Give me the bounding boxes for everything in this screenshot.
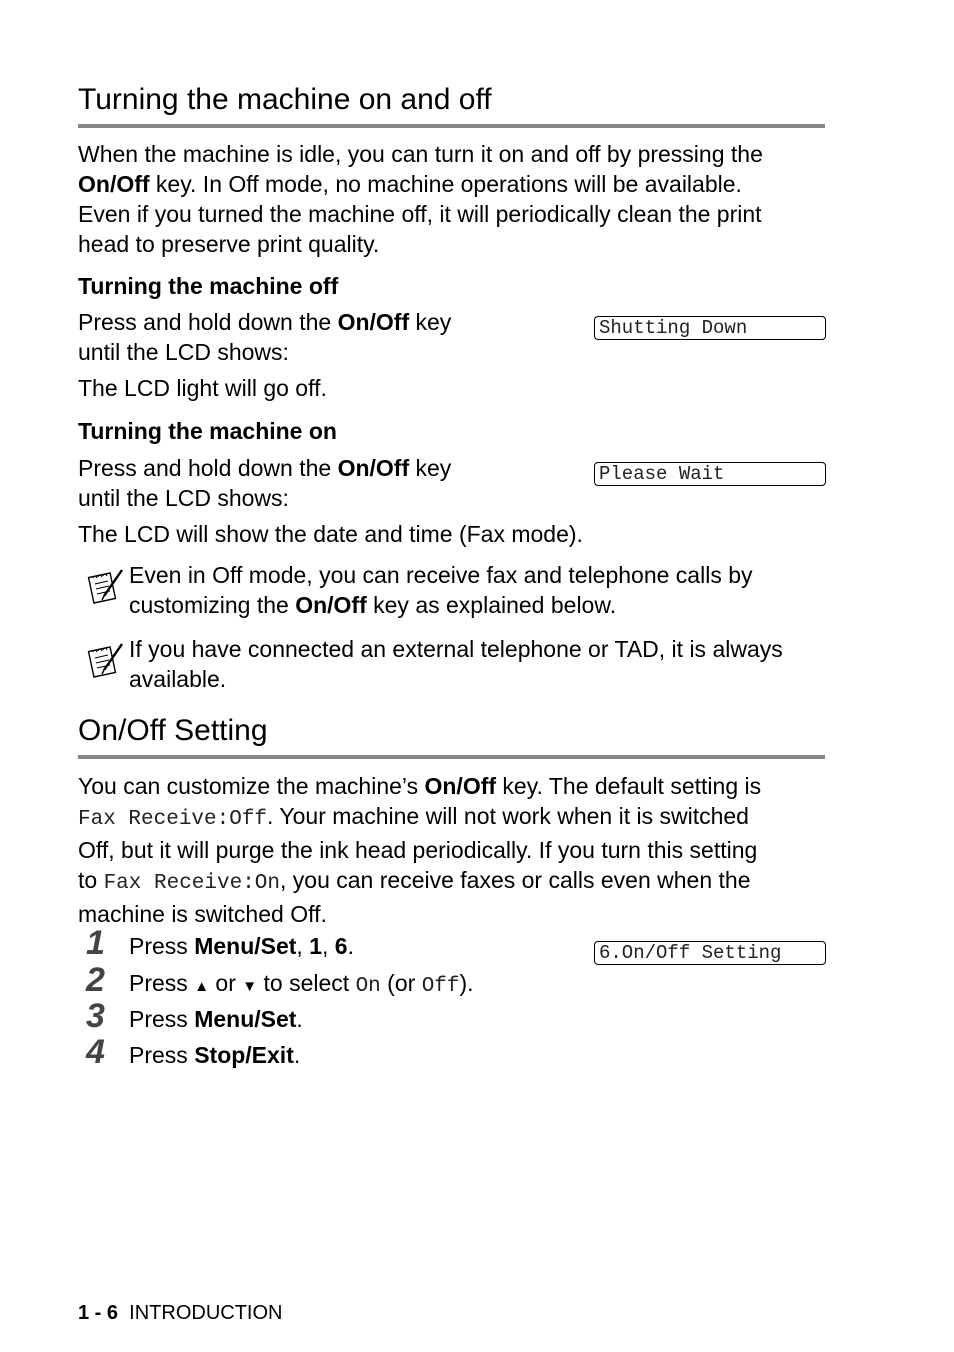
on-off-key-label: On/Off bbox=[424, 773, 497, 799]
up-arrow-icon: ▲ bbox=[194, 978, 210, 995]
intro-line-2: key. In Off mode, no machine operations will be available. bbox=[149, 171, 742, 197]
setting-line-1b: key. The default setting is bbox=[496, 773, 762, 799]
step-3 bbox=[129, 1004, 303, 1034]
intro-line-1: When the machine is idle, you can turn it on and off by pressing the bbox=[78, 141, 763, 167]
step-4 bbox=[129, 1040, 300, 1070]
chapter-name: INTRODUCTION bbox=[129, 1302, 283, 1324]
intro-line-3: Even if you turned the machine off, it will periodically clean the print bbox=[78, 201, 762, 227]
note-1-line-2b: key as explained below. bbox=[366, 592, 617, 618]
page-footer bbox=[78, 1301, 282, 1325]
setting-line-5: machine is switched Off. bbox=[78, 901, 327, 927]
subheading-turning-on: Turning the machine on bbox=[78, 418, 337, 444]
title-underline bbox=[78, 755, 825, 759]
step-2-press: Press bbox=[129, 970, 195, 996]
note-pad-icon bbox=[86, 566, 126, 606]
menu-set-key-label: Menu/Set bbox=[194, 1006, 297, 1032]
on-after-text: The LCD will show the date and time (Fax mode). bbox=[78, 521, 583, 547]
off-after-text: The LCD light will go off. bbox=[78, 375, 327, 401]
note-2-line-2: available. bbox=[129, 666, 227, 692]
on-line-1b: key bbox=[409, 455, 452, 481]
down-arrow-icon: ▼ bbox=[242, 978, 258, 995]
step-1-sep: , bbox=[322, 933, 335, 959]
step-2-select: to select bbox=[257, 970, 356, 996]
note-pad-icon bbox=[86, 640, 126, 680]
step-number: 1 bbox=[86, 924, 105, 962]
step-2 bbox=[129, 968, 474, 1002]
lcd-display-please-wait: Please Wait bbox=[594, 462, 826, 486]
key-6-label: 6 bbox=[334, 933, 348, 959]
on-off-key-label: On/Off bbox=[337, 455, 410, 481]
lcd-display-shutting-down: Shutting Down bbox=[594, 316, 826, 340]
step-1-end: . bbox=[347, 933, 354, 959]
on-off-key-label: On/Off bbox=[78, 171, 150, 197]
stop-exit-key-label: Stop/Exit bbox=[194, 1042, 294, 1068]
intro-line-4: head to preserve print quality. bbox=[78, 231, 380, 257]
note-1-line-1: Even in Off mode, you can receive fax and telephone calls by bbox=[129, 562, 753, 588]
step-number: 4 bbox=[86, 1033, 105, 1071]
step-3-press: Press bbox=[129, 1006, 195, 1032]
off-line-1a: Press and hold down the bbox=[78, 309, 338, 335]
key-1-label: 1 bbox=[309, 933, 322, 959]
section-title-on-off-setting: On/Off Setting bbox=[78, 714, 268, 747]
turning-off-instructions bbox=[78, 307, 538, 367]
setting-line-4b: , you can receive faxes or calls even when the bbox=[280, 867, 751, 893]
step-1-sep: , bbox=[296, 933, 310, 959]
on-line-2: until the LCD shows: bbox=[78, 485, 289, 511]
title-underline bbox=[78, 124, 825, 128]
lcd-code-on: On bbox=[355, 975, 381, 998]
step-number: 3 bbox=[86, 997, 105, 1035]
setting-line-2b: . Your machine will not work when it is switched bbox=[267, 803, 749, 829]
lcd-code-fax-receive-on: Fax Receive:On bbox=[103, 872, 281, 895]
off-line-2: until the LCD shows: bbox=[78, 339, 289, 365]
on-off-key-label: On/Off bbox=[337, 309, 410, 335]
page-number: 1 - 6 bbox=[78, 1302, 119, 1324]
setting-line-3: Off, but it will purge the ink head periodically. If you turn this setting bbox=[78, 837, 758, 863]
step-3-end: . bbox=[296, 1006, 303, 1032]
lcd-display-on-off-setting: 6.On/Off Setting bbox=[594, 941, 826, 965]
note-2 bbox=[129, 634, 839, 694]
step-1-press: Press bbox=[129, 933, 195, 959]
step-4-press: Press bbox=[129, 1042, 195, 1068]
section-title-on-off: Turning the machine on and off bbox=[78, 83, 492, 116]
step-number: 2 bbox=[86, 961, 105, 999]
on-line-1a: Press and hold down the bbox=[78, 455, 338, 481]
turning-on-instructions bbox=[78, 453, 538, 513]
menu-set-key-label: Menu/Set bbox=[194, 933, 297, 959]
intro-paragraph bbox=[78, 139, 838, 259]
lcd-code-off: Off bbox=[421, 975, 460, 998]
setting-line-1a: You can customize the machine’s bbox=[78, 773, 425, 799]
step-4-end: . bbox=[293, 1042, 301, 1068]
step-2-or-paren: (or bbox=[380, 970, 422, 996]
off-line-1b: key bbox=[409, 309, 452, 335]
setting-line-4a: to bbox=[78, 867, 104, 893]
step-1 bbox=[129, 931, 354, 961]
on-off-key-label: On/Off bbox=[295, 592, 367, 618]
subheading-turning-off: Turning the machine off bbox=[78, 273, 339, 299]
setting-intro-paragraph bbox=[78, 771, 838, 929]
note-2-line-1: If you have connected an external telephone or TAD, it is always bbox=[129, 636, 783, 662]
step-2-end: ). bbox=[459, 970, 474, 996]
note-1 bbox=[129, 560, 839, 620]
lcd-code-fax-receive-off: Fax Receive:Off bbox=[78, 808, 268, 831]
step-2-or: or bbox=[209, 970, 243, 996]
note-1-line-2a: customizing the bbox=[129, 592, 296, 618]
